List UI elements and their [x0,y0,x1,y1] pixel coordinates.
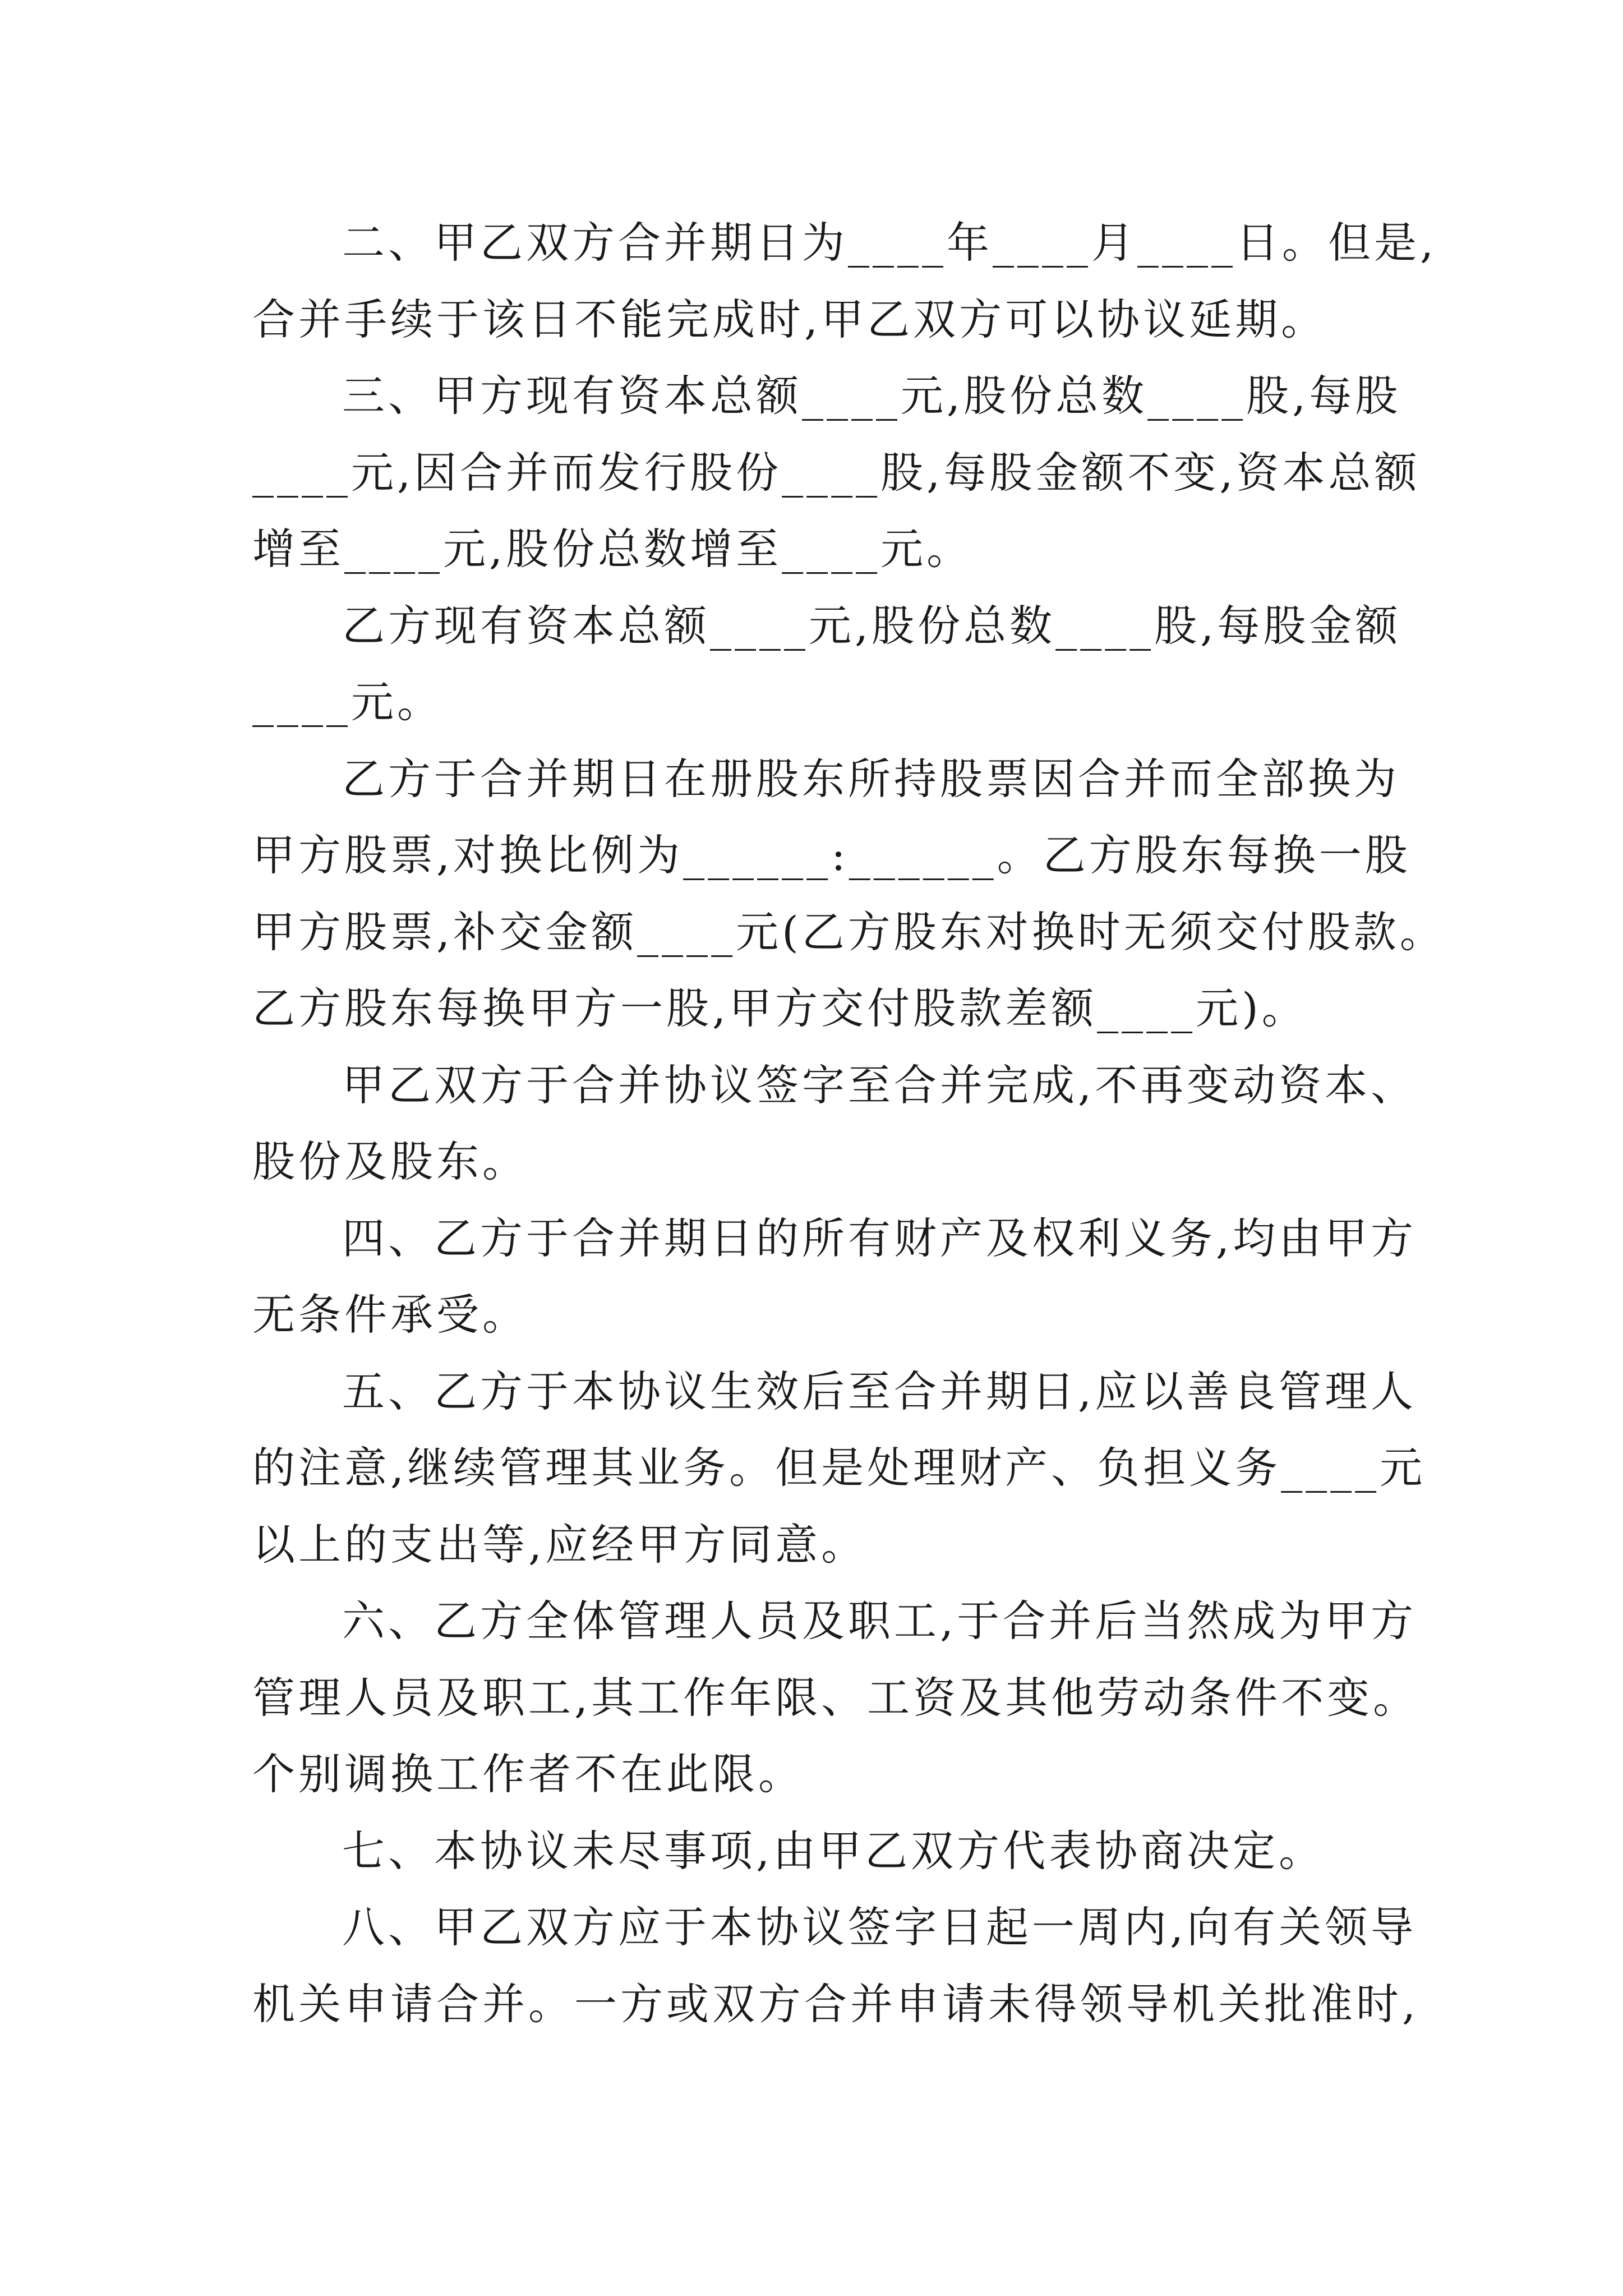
text-line: ____元。 [252,677,443,727]
paragraph-staff [252,1583,1419,1813]
text-line: 甲方股票,补交金额____元(乙方股东对换时无须交付股款。 [252,907,1446,957]
text-line: 二、甲乙双方合并期日为____年____月____日。但是, [342,218,1437,268]
text-line: 乙方股东每换甲方一股,甲方交付股款差额____元)。 [252,983,1308,1033]
text-line: 个别调换工作者不在此限。 [252,1749,804,1799]
text-line: 四、乙方于合并期日的所有财产及权利义务,均由甲方 [342,1213,1417,1263]
text-line: 管理人员及职工,其工作年限、工资及其他劳动条件不变。 [252,1672,1419,1723]
document-body [252,205,1446,2042]
text-line: 乙方现有资本总额____元,股份总数____股,每股金额 [342,600,1401,651]
text-line: 的注意,继续管理其业务。但是处理财产、负担义务____元 [252,1443,1426,1493]
text-line: 股份及股东。 [252,1137,528,1186]
text-line: 七、本协议未尽事项,由甲乙双方代表协商决定。 [342,1825,1325,1876]
text-line: 增至____元,股份总数增至____元。 [252,524,973,574]
text-line: 六、乙方全体管理人员及职工,于合并后当然成为甲方 [342,1596,1417,1646]
text-line: 八、甲乙双方应于本协议签字日起一周内,向有关领导 [342,1902,1417,1952]
paragraph-application [252,1889,1419,2042]
paragraph-party-a-capital [252,358,1421,588]
text-line: 甲乙双方于合并协议签字至合并完成,不再变动资本、 [342,1060,1417,1110]
text-line: 五、乙方于本协议生效后至合并期日,应以善良管理人 [342,1366,1417,1416]
text-line: 甲方股票,对换比例为______:______。乙方股东每换一股 [252,830,1411,880]
paragraph-no-change [252,1047,1417,1200]
text-line: 合并手续于该日不能完成时,甲乙双方可以协议延期。 [252,294,1327,344]
text-line: 以上的支出等,应经甲方同意。 [252,1519,868,1570]
text-line: 三、甲方现有资本总额____元,股份总数____股,每股 [342,371,1401,421]
paragraph-merger-date [252,205,1437,358]
text-line: ____元,因合并而发行股份____股,每股金额不变,资本总额 [252,447,1421,498]
paragraph-share-exchange [252,741,1446,1047]
paragraph-management-duty [252,1354,1426,1584]
text-line: 无条件承受。 [252,1290,528,1340]
text-line: 机关申请合并。一方或双方合并申请未得领导机关批准时, [252,1978,1419,2029]
paragraph-unresolved-matters [252,1813,1374,1890]
paragraph-party-b-capital [252,588,1401,741]
paragraph-assets-transfer [252,1200,1417,1354]
text-line: 乙方于合并期日在册股东所持股票因合并而全部换为 [342,753,1400,804]
